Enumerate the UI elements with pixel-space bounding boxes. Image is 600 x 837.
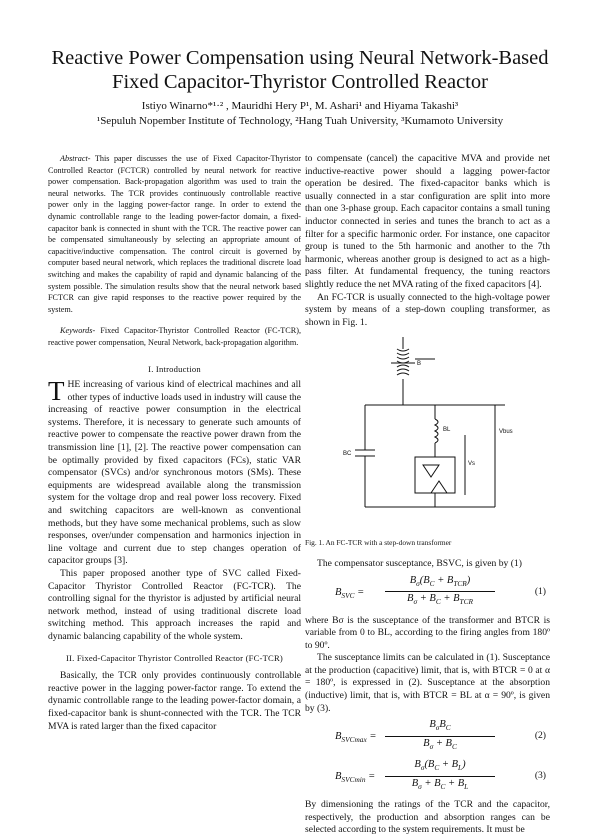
author-names: Istiyo Winarno*¹·² , Mauridhi Hery P¹, M. Ashari¹ and Hiyama Takashi³ xyxy=(141,100,459,112)
eq3-fraction xyxy=(385,759,495,793)
label-bc: BC xyxy=(343,451,352,458)
right-paragraph-4: where Bσ is the susceptance of the transformer and BTCR is variable from 0 to BL, according to the firing angles from 180º to 90º. xyxy=(305,614,550,651)
eq2-denominator: $B_\sigma + B_C$ xyxy=(423,737,457,752)
label-bl: BL xyxy=(443,427,451,434)
transformer-primary xyxy=(397,349,409,363)
eq1-lhs: $B_{SVC}$ = xyxy=(335,586,365,600)
right-column xyxy=(305,153,550,837)
right-paragraph-2: An FC-TCR is usually connected to the high-voltage power system by means of a step-down coupling transformer, as shown in Fig. 1. xyxy=(305,291,550,328)
right-paragraph-6: By dimensioning the ratings of the TCR and the capacitor, respectively, the production and absorption ranges can be selected according to the system requirements. It must be xyxy=(305,799,550,836)
eq2-lhs: $B_{SVCmax}$ = xyxy=(335,731,377,745)
transformer-secondary xyxy=(397,365,409,375)
reactor-coil xyxy=(435,419,438,443)
eq3-numerator: $B_\sigma(B_C + B_L)$ xyxy=(385,759,495,777)
keywords xyxy=(48,325,301,348)
paper-title xyxy=(0,46,600,94)
eq3-lhs: $B_{SVCmin}$ = xyxy=(335,771,376,785)
section-2-paragraph-1: Basically, the TCR only provides continuously controllable reactive power in the lagging power-factor range. To extend the dynamic controllable range to the leading power-factor domain, a fixed-capacitor bank is shunt-connected with the TCR. The TCR MVA is rated larger than the fixed capacitor xyxy=(48,670,301,732)
author-block xyxy=(0,99,600,129)
label-b: B xyxy=(417,361,422,368)
keywords-text: Fixed Capacitor-Thyristor Controlled Reactor (FC-TCR), reactive power compensation, Neural Network, back-propagation algorithm. xyxy=(48,326,301,347)
title-line-1: Reactive Power Compensation using Neural Network-Based xyxy=(51,47,549,69)
eq2-numerator: $B_\sigma B_C$ xyxy=(385,719,495,737)
eq1-denominator: $B_\sigma + B_C + B_{TCR}$ xyxy=(407,593,473,607)
right-paragraph-1: to compensate (cancel) the capacitive MVA and provide net inductive-reactive power should a lagging power-factor operation be desired. The fixed-capacitor banks which is usually connected in a star configuration are split into more than one 3-phase group. Each capacitor contains a small tuning inductor connected in series and tunes the branch to act as a filter for a specific harmonic order. For instance, one capacitor group is tuned to the 5th harmonic and another to the 7th harmonic, whereas another group is designed to act as a high-pass filter. At fundamental frequency, the tuning reactors slightly reduce the net MVA rating of the fixed capacitors [4]. xyxy=(305,153,550,290)
abstract-label: Abstract- xyxy=(60,154,91,163)
section-1-heading: I. Introduction xyxy=(148,363,201,374)
eq3-denominator: $B_\sigma + B_C + B_L$ xyxy=(411,777,469,792)
author-affiliations: ¹Sepuluh Nopember Institute of Technology, ²Hang Tuah University, ³Kumamoto University xyxy=(96,115,504,127)
eq2-fraction xyxy=(385,719,495,753)
abstract xyxy=(48,153,301,315)
section-1-paragraph-2: This paper proposed another type of SVC called Fixed-Capacitor Thyristor Controlled Reactor (FC-TCR). The controlling signal for the thyristor is adjusted by artificial neural network method, instead of using traditional discrete load switching method. This approach increases the rapid and dynamic balancing capability of the whole system. xyxy=(48,568,301,642)
eq1-fraction xyxy=(385,575,495,609)
section-2-heading: II. Fixed-Capacitor Thyristor Controlled Reactor (FC-TCR) xyxy=(66,652,283,663)
drop-cap: T xyxy=(48,376,65,407)
right-paragraph-3: The compensator susceptance, BSVC, is given by (1) xyxy=(317,557,522,569)
label-vbus: Vbus xyxy=(499,429,513,436)
fc-tcr-circuit-diagram xyxy=(305,335,550,535)
equation-1 xyxy=(305,575,550,611)
figure-1-caption: Fig. 1. An FC-TCR with a step-down transformer xyxy=(305,538,452,548)
eq3-number: (3) xyxy=(534,770,546,782)
left-column xyxy=(48,153,301,733)
figure-1 xyxy=(305,335,550,535)
equation-3 xyxy=(305,759,550,795)
equation-2 xyxy=(305,719,550,755)
abstract-text: This paper discusses the use of Fixed Capacitor-Thyristor Controlled Reactor (FCTCR) controlled by neural network for reactive power compensation. Back-propagation algorithm was used to train the neural networks. The TCR provides continuously controllable reactive power only in the lagging power-factor range. In order to extend the dynamic controllable range to the leading power-factor domain, a fixed-capacitor bank is connected in shunt with the TCR. The reactive power can be compensated simultaneously by selecting an appropriate amount of capacitive/inductive compensation. The control circuit is governed by computer based neural network, which replaces the traditional discrete load switching and makes the capability of rapid and dynamic balancing of the system possible. The simulation results show that the neural network based FCTCR can give rapid responses to the reactive power required by the system. xyxy=(48,154,301,314)
section-1-p1-text: HE increasing of various kind of electrical machines and all other types of inductive loads used in industry will cause the increasing of reactive power consumption in the electrical systems. Therefore, it is necessary to generate such amounts of reactive power to compensate the reactive power drawn from the transmission line [1], [2]. The reactive power compensation can be optimally provided by fixed capacitors (FCs), static VAR compensator (SVCs) and/or synchronous motors (SMs). These equipments are widespread available along the transmission system for the voltage drop and real power loss recovery. Fixed and switching capacitors are well-known as conventional methods, but they have some mechanical problems, such as slow responses, over/under compensation and harmonics injection in line voltage and current due to step changes operation of capacitor groups [3]. xyxy=(48,379,301,567)
section-1-paragraph-1 xyxy=(48,376,301,568)
title-line-2: Fixed Capacitor-Thyristor Controlled Reactor xyxy=(112,71,488,93)
eq1-numerator: $B_\sigma(B_C + B_{TCR})$ xyxy=(385,575,495,593)
thyristor-1 xyxy=(423,465,439,477)
eq1-number: (1) xyxy=(534,585,546,597)
right-paragraph-5: The susceptance limits can be calculated in (1). Susceptance at the production (capacitive) limit, that is, with BTCR = 0 at α = 180º, is expressed in (2). Susceptance at the absorption (inductive) limit, that is, with BTCR = BL at α = 90º, is given by (3). xyxy=(305,652,550,714)
thyristor-2 xyxy=(431,481,447,493)
label-vs: Vs xyxy=(468,461,476,468)
keywords-label: Keywords- xyxy=(60,326,96,336)
eq2-number: (2) xyxy=(534,730,546,742)
